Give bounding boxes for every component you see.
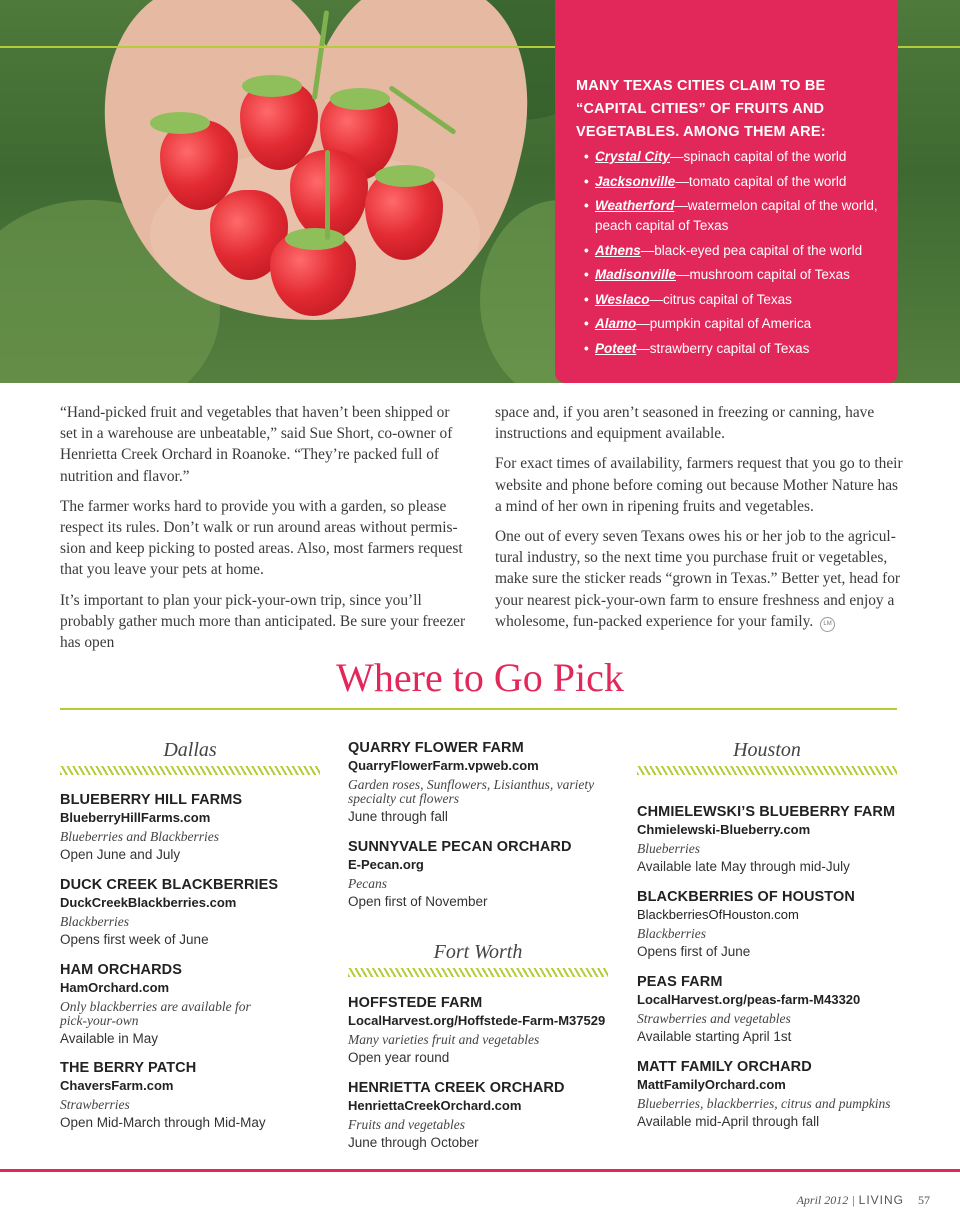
farm-name: THE BERRY PATCH (60, 1060, 197, 1076)
farm-url[interactable]: ChaversFarm.com (60, 1078, 174, 1093)
farm-url[interactable]: LocalHarvest.org/Hoffstede-Farm-M37529 (348, 1013, 606, 1028)
list-item: • Jacksonville—tomato capital of the world (584, 173, 847, 189)
farm-description: Blackberries (637, 926, 706, 941)
farm-description: Blueberries (637, 841, 700, 856)
list-item: • Weatherford—watermelon capital of the world, peach capital of Texas (584, 198, 878, 233)
farm-description: Blackberries (60, 914, 129, 929)
farm-name: HAM ORCHARDS (60, 962, 183, 978)
farm-url[interactable]: E-Pecan.org (348, 857, 424, 872)
dallas-heading: Dallas (163, 739, 217, 761)
farm-availability: Open June and July (60, 847, 181, 862)
farm-url[interactable]: BlueberryHillFarms.com (60, 810, 211, 825)
farm-name: HOFFSTEDE FARM (348, 995, 483, 1011)
farm-name: MATT FAMILY ORCHARD (637, 1059, 812, 1075)
farm-url[interactable]: MattFamilyOrchard.com (637, 1077, 786, 1092)
farm-availability: Available late May through mid-July (637, 859, 850, 874)
farm-url[interactable]: BlackberriesOfHouston.com (637, 907, 799, 922)
end-mark-icon: LM (820, 617, 835, 632)
farm-availability: Open Mid-March through Mid-May (60, 1115, 266, 1130)
footer-separator: | (852, 1193, 855, 1207)
farm-listing (637, 1058, 902, 1131)
farm-listing (348, 838, 628, 911)
farm-name: PEAS FARM (637, 974, 723, 990)
farm-listing (60, 1059, 340, 1132)
farm-listing (348, 994, 628, 1067)
farm-description: Strawberries and vegetables (637, 1011, 791, 1026)
farm-availability: Available in May (60, 1031, 159, 1046)
magazine-name: LIVING (858, 1193, 904, 1207)
paragraph: One out of every seven Texans owes his or her job to the agricul-tural industry, so the next time you purchase fruit or vegetables, make sure the sticker reads “grown in Texas.” Better yet, head for your nearest pick-your-own farm to ensure freshness and enjoy a wholesome, fun-packed experience for your family. LM (495, 528, 901, 630)
farm-listing (60, 961, 280, 1048)
farm-availability: Opens first of June (637, 944, 751, 959)
farm-description: Blueberries and Blackberries (60, 829, 219, 844)
article-column-2 (495, 402, 903, 641)
farm-url[interactable]: DuckCreekBlackberries.com (60, 895, 237, 910)
paragraph: For exact times of availability, farmers request that you go to their website and phone before coming out because Mother Nature has a mind of her own in ripening fruits and vegetables. (495, 455, 903, 515)
fort-worth-hatch-divider (348, 968, 608, 977)
fort-worth-heading: Fort Worth (433, 941, 523, 963)
farm-name: DUCK CREEK BLACKBERRIES (60, 877, 279, 893)
paragraph: It’s important to plan your pick-your-own trip, since you’ll probably gather much more than anticipated. Be sure your freezer has open (60, 591, 466, 652)
page-footer (797, 1193, 930, 1208)
farm-availability: Available mid-April through fall (637, 1114, 820, 1129)
article-column-1 (60, 402, 467, 662)
farm-listing (348, 1079, 628, 1152)
farm-availability: June through October (348, 1135, 479, 1150)
sidebar-title: MANY TEXAS CITIES CLAIM TO BE “CAPITAL CITIES” OF FRUITS AND VEGETABLES. AMONG THEM ARE: (576, 78, 826, 140)
paragraph: “Hand-picked fruit and vegetables that haven’t been shipped or set in a warehouse are unbeatable,” said Sue Short, co-owner of Henrietta Creek Orchard in Roanoke. “They’re packed full of nutrition and flavor.” (60, 404, 453, 485)
farm-name: BLUEBERRY HILL FARMS (60, 792, 243, 808)
farm-url[interactable]: LocalHarvest.org/peas-farm-M43320 (637, 992, 861, 1007)
paragraph: The farmer works hard to provide you with a garden, so please respect its rules. Don’t walk or run around areas without permis-sion and keep picking to posted areas. Also, most farmers request that you leave your pets at home. (60, 497, 463, 579)
list-item: • Alamo—pumpkin capital of America (584, 316, 812, 331)
farm-availability: Opens first week of June (60, 932, 209, 947)
farm-listing (637, 888, 902, 961)
paragraph: space and, if you aren’t seasoned in freezing or canning, have instructions and equipment available. (495, 404, 875, 443)
farm-description: Only blackberries are available for pick-your-own (60, 999, 251, 1028)
farm-description: Fruits and vegetables (348, 1117, 465, 1132)
farm-description: Garden roses, Sunflowers, Lisianthus, variety specialty cut flowers (348, 777, 595, 806)
page-number: 57 (918, 1193, 930, 1207)
farm-availability: Open first of November (348, 894, 488, 909)
farm-description: Blueberries, blackberries, citrus and pumpkins (637, 1096, 891, 1111)
houston-heading: Houston (733, 739, 801, 761)
farm-url[interactable]: QuarryFlowerFarm.vpweb.com (348, 758, 539, 773)
farm-name: HENRIETTA CREEK ORCHARD (348, 1080, 565, 1096)
dallas-hatch-divider (60, 766, 320, 775)
farm-listing (60, 791, 340, 864)
list-item: • Crystal City—spinach capital of the world (584, 149, 847, 164)
farm-availability: Open year round (348, 1050, 450, 1065)
farm-url[interactable]: HenriettaCreekOrchard.com (348, 1098, 522, 1113)
issue-date: April 2012 (796, 1193, 849, 1207)
farm-url[interactable]: Chmielewski-Blueberry.com (637, 822, 811, 837)
farm-listing (348, 739, 608, 826)
list-item: • Poteet—strawberry capital of Texas (584, 340, 810, 356)
capital-cities-list (584, 147, 885, 363)
farm-listing (60, 876, 340, 949)
farm-description: Many varieties fruit and vegetables (348, 1032, 540, 1047)
section-title: Where to Go Pick (336, 655, 624, 700)
farm-name: CHMIELEWSKI’S BLUEBERRY FARM (637, 804, 896, 820)
farm-description: Pecans (348, 876, 387, 891)
list-item: • Madisonville—mushroom capital of Texas (584, 267, 850, 282)
section-rule (60, 708, 897, 710)
footer-rule (0, 1169, 960, 1172)
farm-name: BLACKBERRIES OF HOUSTON (637, 889, 855, 905)
farm-listing (637, 973, 902, 1046)
farm-url[interactable]: HamOrchard.com (60, 980, 170, 995)
capital-cities-sidebar (555, 0, 898, 383)
farm-availability: Available starting April 1st (637, 1029, 792, 1044)
list-item: • Weslaco—citrus capital of Texas (584, 291, 792, 307)
houston-hatch-divider (637, 766, 897, 775)
farm-description: Strawberries (60, 1097, 130, 1112)
farm-name: QUARRY FLOWER FARM (348, 740, 524, 756)
farm-name: SUNNYVALE PECAN ORCHARD (348, 839, 572, 855)
farm-availability: June through fall (348, 809, 448, 824)
list-item: • Athens—black-eyed pea capital of the world (584, 242, 863, 258)
farm-listing (637, 803, 902, 876)
